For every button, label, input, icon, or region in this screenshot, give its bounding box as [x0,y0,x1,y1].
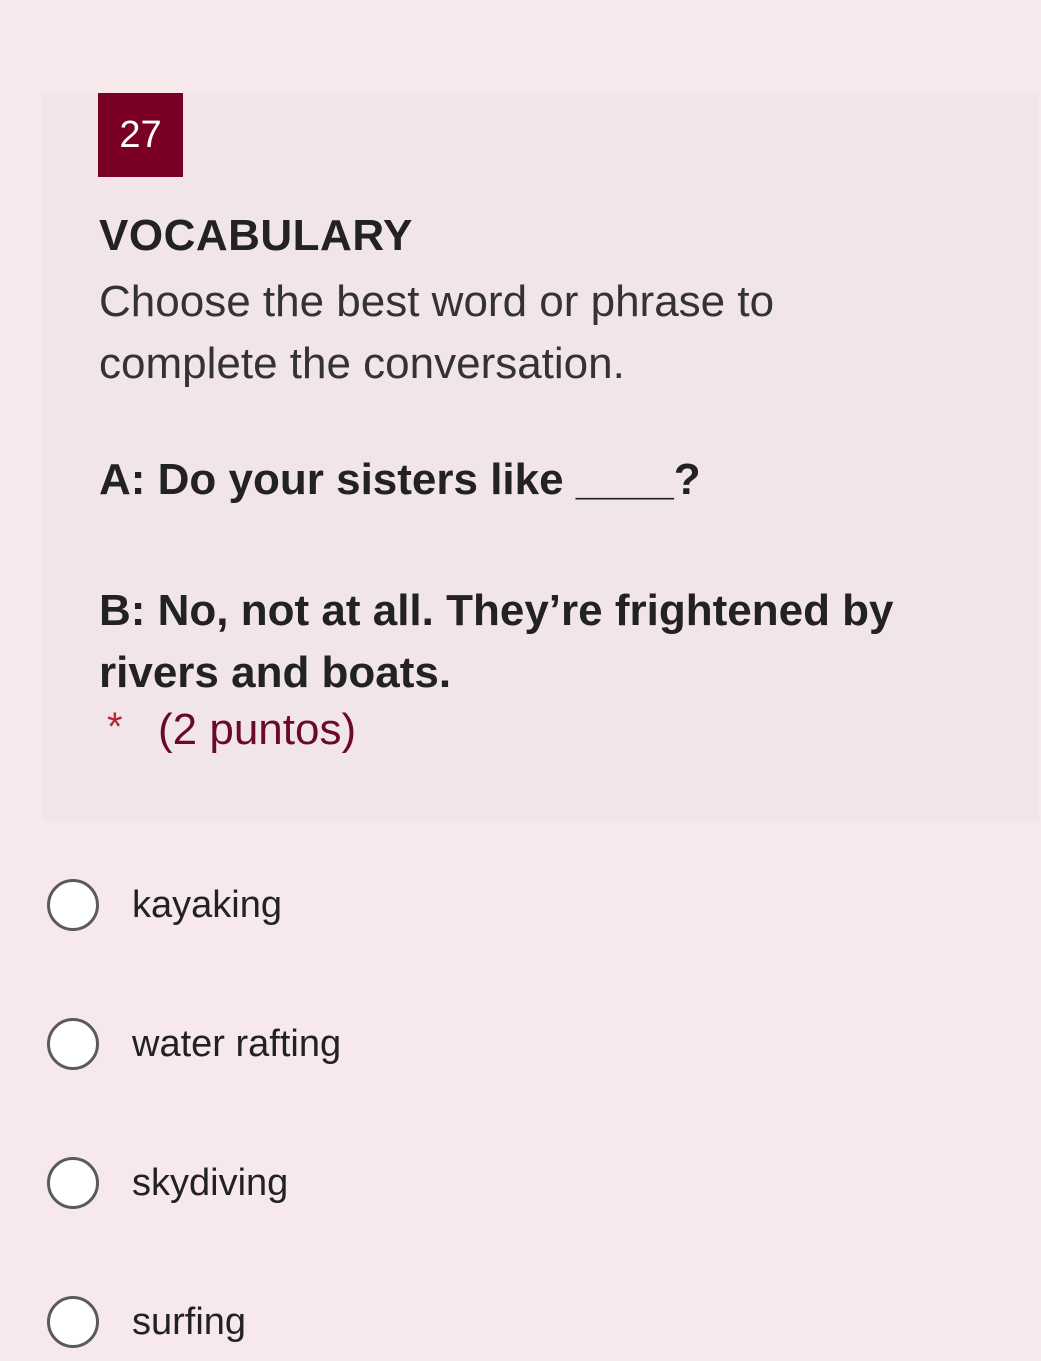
option-water-rafting[interactable] [47,1016,341,1072]
question-instruction: Choose the best word or phrase to complete the conversation. [99,277,775,388]
option-label: surfing [132,1300,247,1343]
option-label: skydiving [132,1161,289,1204]
question-card [42,93,1039,821]
option-surfing[interactable] [47,1294,246,1350]
required-asterisk: * [107,705,123,749]
dialogue-line-a: A: Do your sisters like ____? [99,455,701,504]
option-label: kayaking [132,883,282,926]
question-heading: VOCABULARY [99,211,413,260]
dialogue-line-b: B: No, not at all. They’re frightened by rivers and boats. [99,586,894,697]
radio-button[interactable] [47,1157,99,1209]
option-label: water rafting [132,1022,342,1065]
radio-button[interactable] [47,1018,99,1070]
radio-button[interactable] [47,879,99,931]
question-number-badge: 27 [98,93,183,177]
option-skydiving[interactable] [47,1155,288,1211]
points-label: (2 puntos) [158,705,357,754]
option-kayaking[interactable] [47,877,282,933]
radio-button[interactable] [47,1296,99,1348]
